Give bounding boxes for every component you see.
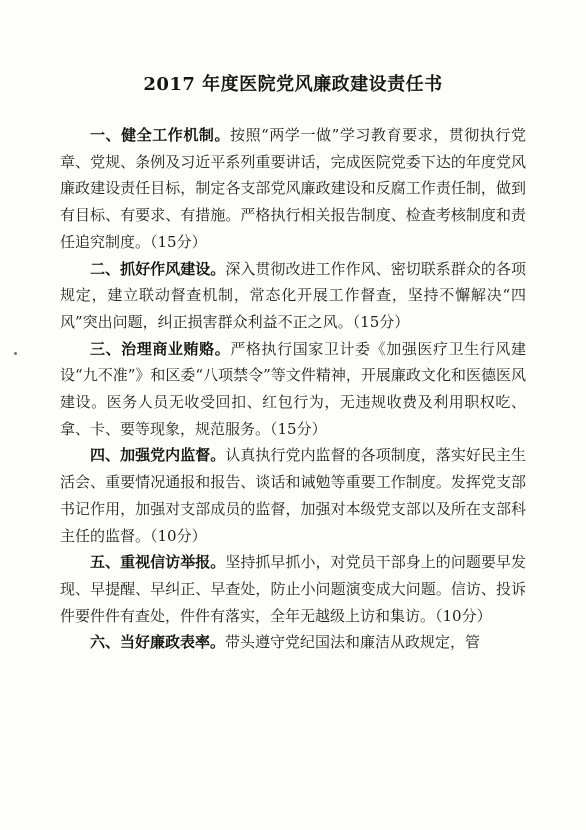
- section-heading: 四、加强党内监督。: [90, 446, 226, 465]
- scan-artifact-dot: [14, 352, 17, 355]
- document-title: 2017 年度医院党风廉政建设责任书: [143, 74, 443, 95]
- section-body: 按照“两学一做”学习教育要求，贯彻执行党章、党规、条例及习近平系列重要讲话，完成医院党委下达的年度党风廉政建设责任目标，制定各支部党风廉政建设和反腐工作责任制，做到有目标、有要求、有措施。严格执行相关报告制度、检查考核制度和责任追究制度。（15分）: [60, 126, 526, 251]
- section-paragraph: [60, 256, 526, 336]
- section-body: 坚持抓早抓小，对党员干部身上的问题要早发现、早提醒、早纠正、早查处，防止小问题演变成大问题。信访、投诉件要件件有查处，件件有落实，全年无越级上访和集访。（10分）: [60, 553, 526, 625]
- section-body: 认真执行党内监督的各项制度，落实好民主生活会、重要情况通报和报告、谈话和诫勉等重要工作制度。发挥党支部书记作用，加强对支部成员的监督，加强对本级党支部以及所在支部科主任的监督。（10分）: [60, 446, 526, 545]
- section-heading: 三、治理商业贿赂。: [90, 339, 231, 358]
- section-paragraph: [60, 336, 526, 443]
- section-paragraph: [60, 629, 526, 656]
- section-heading: 一、健全工作机制。: [90, 126, 231, 144]
- section-heading: 二、抓好作风建设。: [90, 259, 226, 278]
- section-paragraph: [60, 442, 526, 549]
- section-paragraph: [60, 549, 526, 629]
- section-body: 严格执行国家卫计委《加强医疗卫生行风建设“九不准”》和区委“八项禁令”等文件精神，开展廉政文化和医德医风建设。医务人员无收受回扣、红包行为，无违规收费及利用职权吃、拿、卡、要等现象，规范服务。（15分）: [60, 339, 526, 438]
- section-heading: 五、重视信访举报。: [90, 553, 226, 572]
- section-body: 带头遵守党纪国法和廉洁从政规定，管: [225, 633, 481, 652]
- document-body: [60, 122, 526, 656]
- section-heading: 六、当好廉政表率。: [90, 633, 226, 652]
- section-paragraph: [60, 122, 526, 256]
- section-body: 深入贯彻改进工作作风、密切联系群众的各项规定，建立联动督查机制，常态化开展工作督查，坚持不懈解决“四风”突出问题，纠正损害群众利益不正之风。（15分）: [60, 259, 526, 331]
